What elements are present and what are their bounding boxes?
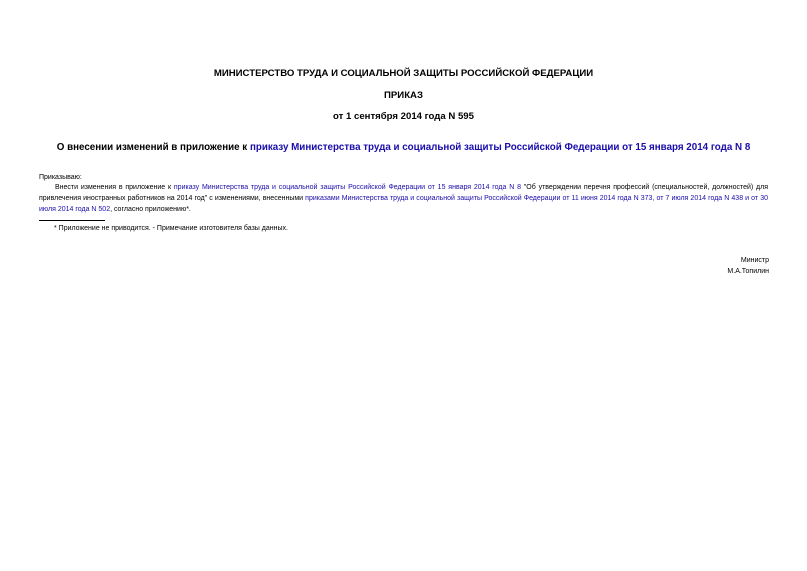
document-date-number: от 1 сентября 2014 года N 595 [333,111,474,122]
footnote-divider [39,220,105,221]
paragraph-text-1: Внести изменения в приложение к [55,184,174,191]
paragraph-text-2: "Об утверждении перечня профессий (специальностей, должностей) для привлечения иностранных работников на 2014 год" с изменениями, внесенными [39,184,769,202]
paragraph-link-order-8[interactable]: приказу Министерства труда и социальной защиты Российской Федерации от 15 января 2014 года N 8 [173,184,521,191]
paragraph-link-amending-orders[interactable]: приказами Министерства труда и социальной защиты Российской Федерации от 11 июня 2014 года N 373, от 7 июля 2014 года N 438 и от 30 июля 2014 года N 502 [39,195,768,213]
document-title [0,142,807,153]
paragraph-text-3: , согласно приложению*. [110,206,191,213]
signature-name: М.А.Топилин [727,268,769,275]
title-prefix: О внесении изменений в приложение к [56,142,250,153]
signature-role: Министр [740,257,769,264]
order-paragraph [39,182,768,215]
order-label: Приказываю: [39,174,82,181]
title-link-order-8[interactable]: приказу Министерства труда и социальной защиты Российской Федерации от 15 января 2014 года N 8 [249,142,751,153]
ministry-heading: МИНИСТЕРСТВО ТРУДА И СОЦИАЛЬНОЙ ЗАЩИТЫ РОССИЙСКОЙ ФЕДЕРАЦИИ [213,68,594,79]
footnote-text: * Приложение не приводится. - Примечание изготовителя базы данных. [54,225,288,232]
document-type: ПРИКАЗ [384,90,423,101]
